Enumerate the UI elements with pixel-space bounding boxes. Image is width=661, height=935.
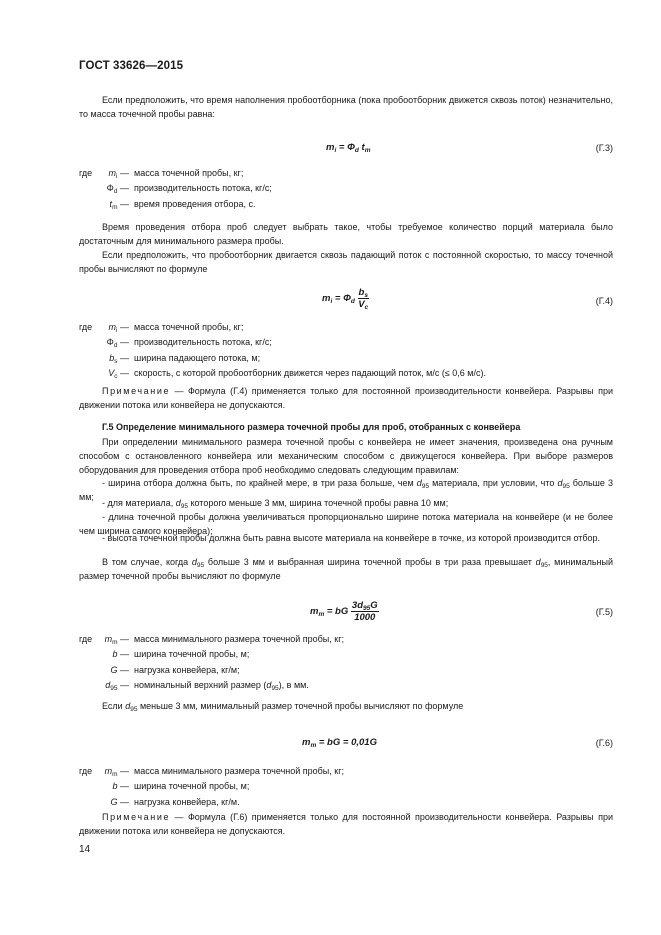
where-label: где (79, 322, 93, 332)
definition-row (79, 663, 599, 678)
definitions-g5 (79, 632, 599, 693)
bullet-item: - для материала, $d_{95}$ которого меньше 3 мм, ширина точечной пробы равна 10 мм; (102, 498, 449, 510)
paragraph-fill-time: Если предположить, что время наполнения пробоотборника (пока пробоотборник движется сквозь поток) незначительно, то масса точечной пробы равна: (79, 95, 613, 119)
definitions-g4 (79, 320, 613, 381)
where-label: где (79, 634, 93, 644)
definition-row (79, 166, 599, 181)
definition-text: производительность потока, кг/с; (134, 337, 272, 348)
paragraph-d95-less: Если $d_{95}$ меньше 3 мм, минимальный размер точечной пробы вычисляют по формуле (102, 701, 464, 713)
note-g6: Примечание — Формула (Г.6) применяется только для постоянной производительности конвейера. Разрывы при движении потока или конвейера не допускаются. (79, 812, 613, 836)
page-number: 14 (79, 844, 91, 855)
definition-row (79, 197, 599, 212)
definition-row (79, 181, 599, 196)
definitions-g3 (79, 166, 599, 212)
definition-row (79, 647, 599, 662)
note-g4: Примечание — Формула (Г.4) применяется только для постоянной производительности конвейера. Разрывы при движении потока или конвейера не допускаются. (79, 386, 613, 410)
definition-row (79, 632, 599, 647)
definition-text: масса минимального размера точечной пробы, кг; (134, 634, 344, 644)
where-label: где (79, 168, 93, 178)
definition-symbol: $m_i$ — (108, 322, 129, 334)
definition-row (79, 779, 599, 794)
definition-row (79, 764, 599, 779)
formula-g6-number: (Г.6) (595, 738, 613, 748)
formula-g4: $m_i = \Phi_d$ $\frac{b_s}{V_c}$ (322, 287, 369, 311)
definition-row (79, 320, 613, 335)
definition-symbol: $t_m$ — (109, 198, 129, 211)
definition-text: нагрузка конвейера, кг/м; (134, 664, 240, 675)
definition-text: масса минимального размера точечной пробы, кг; (134, 766, 344, 776)
definition-symbol: $m_m$ — (104, 634, 129, 646)
definition-symbol: b — (112, 781, 129, 792)
definition-symbol: $b_s$ — (109, 352, 129, 365)
formula-g5-number: (Г.5) (595, 607, 613, 617)
definition-row (79, 335, 613, 350)
definition-symbol: G — (110, 796, 129, 807)
definition-row (79, 366, 613, 381)
definition-symbol: b — (112, 649, 129, 660)
definition-symbol: G — (110, 664, 129, 675)
definition-text: номинальный верхний размер $(d_{95})$, в мм. (134, 679, 309, 692)
bullet-item: - ширина отбора должна быть, по крайней мере, в три раза больше, чем $d_{95}$ материала, при условии, что $d_{95}$ больше 3 мм; (79, 478, 613, 502)
definition-row (79, 795, 599, 810)
definition-text: ширина точечной пробы, м; (134, 649, 250, 660)
paragraph-d95-greater: В том случае, когда $d_{95}$ больше 3 мм и выбранная ширина точечной пробы в три раза превышает $d_{95}$, минимальный размер точечной пробы вычисляют по формуле (79, 557, 613, 581)
bullet-item: - высота точечной пробы должна быть равна высоте материала на конвейере в точке, из которой производится отбор. (102, 533, 601, 543)
definition-symbol: $V_c$ — (108, 367, 129, 380)
formula-g5: $m_m$ = bG $\frac{3d_{95}G}{1000}$ (310, 600, 378, 623)
definition-row (79, 678, 599, 693)
definition-text: скорость, с которой пробоотборник движется через падающий поток, м/с (≤ 0,6 м/с). (134, 367, 486, 378)
definition-symbol: $m_i$ — (108, 168, 129, 180)
paragraph-moving-sampler: Если предположить, что пробоотборник двигается сквозь падающий поток с постоянной скоростью, то массу точечной пробы вычисляют по формуле (79, 250, 613, 274)
document-header: ГОСТ 33626—2015 (79, 60, 184, 72)
definitions-g6 (79, 764, 599, 810)
definition-symbol: $\Phi_d$ — (106, 183, 129, 196)
formula-g3: $m_i = \Phi_d$ $t_m$ (326, 142, 371, 154)
definition-text: масса точечной пробы, кг; (134, 322, 244, 332)
formula-g4-number: (Г.4) (595, 296, 613, 306)
definition-row (79, 351, 613, 366)
definition-text: масса точечной пробы, кг; (134, 168, 244, 178)
definition-symbol: $m_m$ — (104, 766, 129, 778)
definition-symbol: $\Phi_d$ — (106, 337, 129, 350)
paragraph-sampling-time: Время проведения отбора проб следует выбрать такое, чтобы требуемое количество порций материала было достаточным для минимального размера пробы. (79, 222, 613, 246)
definition-text: производительность потока, кг/с; (134, 183, 272, 194)
bullet-item: - длина точечной пробы должна увеличиваться пропорционально ширине потока материала на конвейере (и не более чем ширина самого конвейера); (79, 512, 613, 536)
section-heading-g5: Г.5 Определение минимального размера точечной пробы для проб, отобранных с конвейера (102, 422, 521, 432)
where-label: где (79, 766, 93, 776)
definition-text: время проведения отбора, с. (134, 198, 256, 209)
paragraph-conveyor-rules: При определении минимального размера точечной пробы с конвейера не имеет значения, произведена она ручным способом с остановленного конвейера или механическим способом с движущегося конвейера. При выборе размеров оборудования для проведения отбора проб необходимо следовать следующим правилам: (79, 437, 613, 475)
definition-text: нагрузка конвейера, кг/м. (134, 796, 240, 807)
definition-symbol: $d_{95}$ — (105, 679, 129, 692)
formula-g6: $m_m$ = bG = 0,01G (302, 737, 377, 749)
definition-text: ширина точечной пробы, м; (134, 781, 250, 792)
definition-text: ширина падающего потока, м; (134, 352, 261, 363)
formula-g3-number: (Г.3) (595, 143, 613, 153)
